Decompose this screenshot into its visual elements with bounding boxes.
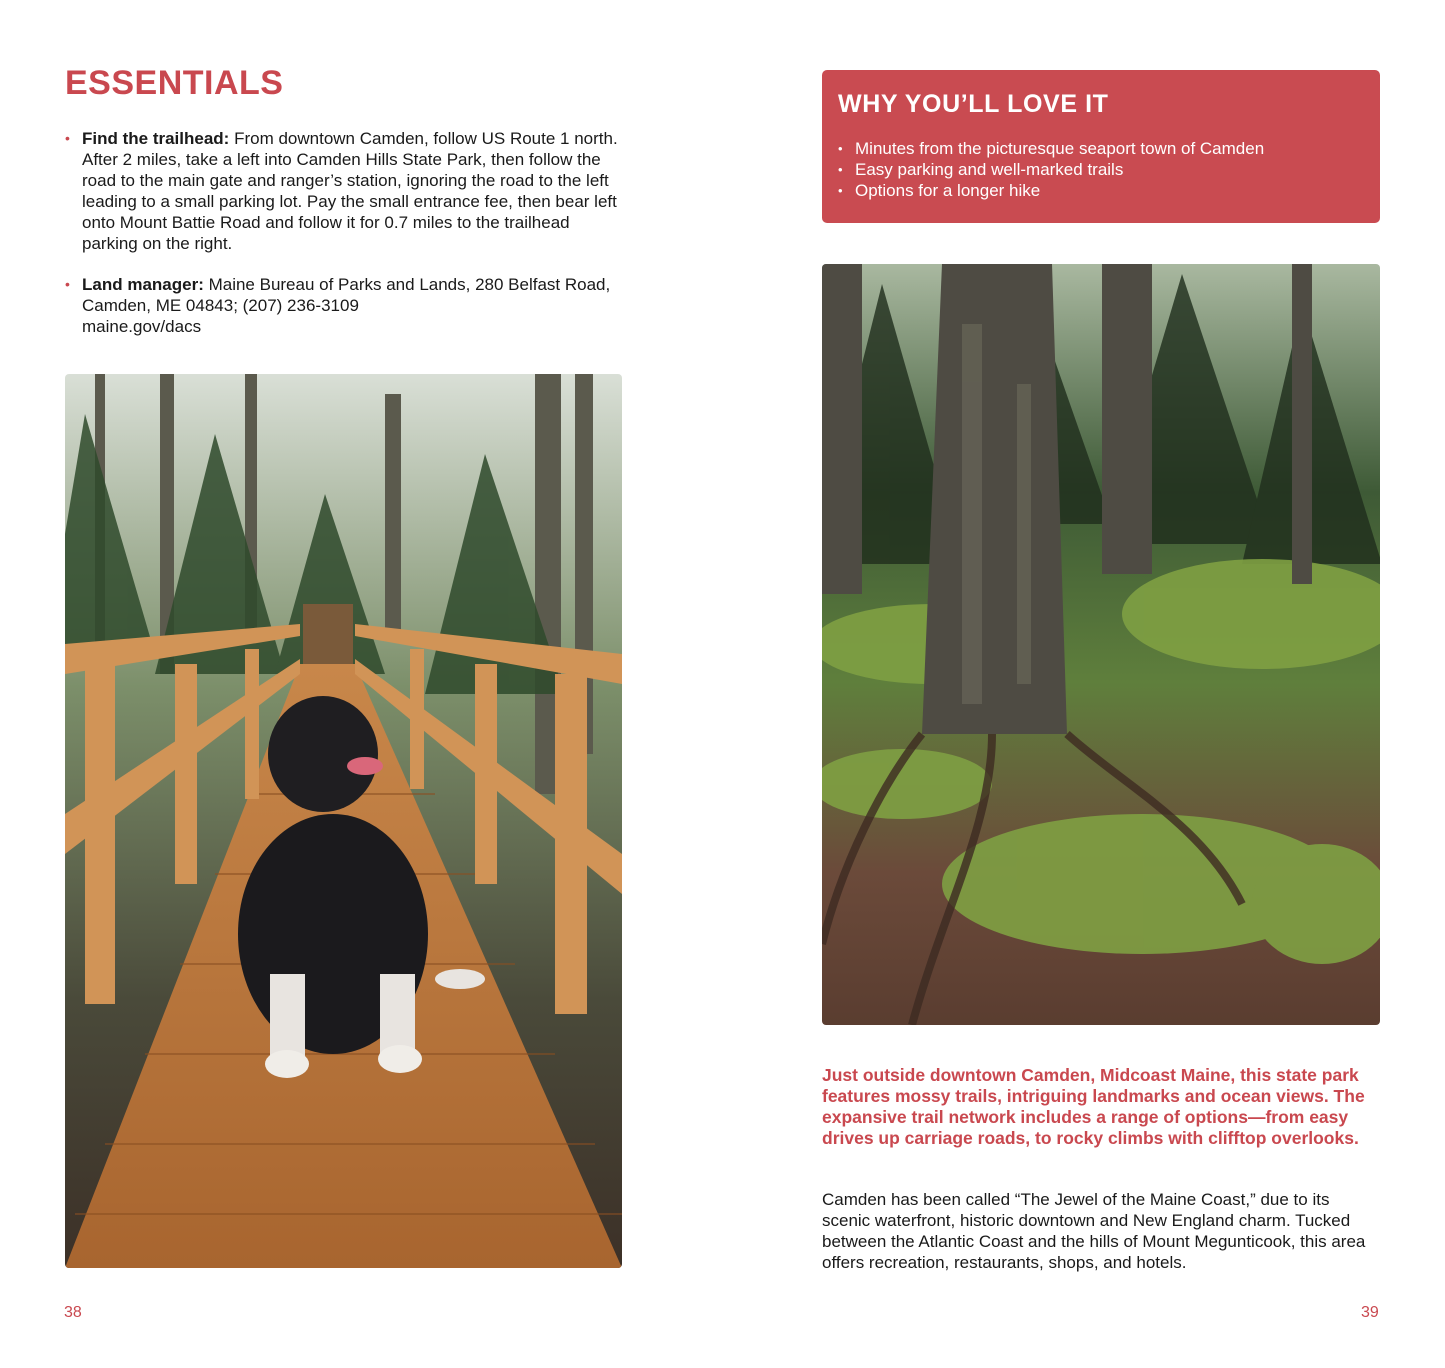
intro-paragraph: Just outside downtown Camden, Midcoast Maine, this state park features mossy trails, intriguing landmarks and ocean views. The expansive trail network includes a range of options—from easy drives up carriage roads, to rocky climbs with clifftop overlooks. <box>822 1065 1365 1148</box>
bullet-icon: • <box>838 141 843 156</box>
page-number-left: 38 <box>64 1304 82 1321</box>
essentials-item-text: From downtown Camden, follow US Route 1 north. After 2 miles, take a left into Camden Hills State Park, then follow the road to the main gate and ranger’s station, ignoring the road to the left leading to a small parking lot. Pay the small entrance fee, then bear left onto Mount Battie Road and follow it for 0.7 miles to the trailhead parking on the right. <box>82 129 618 253</box>
essentials-heading: ESSENTIALS <box>65 64 284 102</box>
page-number-right: 39 <box>1361 1304 1379 1321</box>
why-love-item-text: Easy parking and well-marked trails <box>855 160 1124 179</box>
essentials-item-label: Find the trailhead: <box>82 129 230 148</box>
essentials-item-label: Land manager: <box>82 275 204 294</box>
why-love-list <box>838 138 1364 201</box>
body-paragraph: Camden has been called “The Jewel of the Maine Coast,” due to its scenic waterfront, historic downtown and New England charm. Tucked between the Atlantic Coast and the hills of Mount Megunticook, this area offers recreation, restaurants, shops, and hotels. <box>822 1190 1366 1272</box>
essentials-list <box>65 128 625 357</box>
essentials-item-land-manager <box>65 274 625 337</box>
boardwalk-dog-photo <box>65 374 622 1268</box>
why-love-box <box>822 70 1380 223</box>
why-love-item-text: Options for a longer hike <box>855 181 1041 200</box>
why-love-item <box>838 159 1364 180</box>
why-love-item <box>838 138 1364 159</box>
why-love-title: WHY YOU’LL LOVE IT <box>838 90 1109 118</box>
why-love-item-text: Minutes from the picturesque seaport town of Camden <box>855 139 1265 158</box>
land-manager-link[interactable]: maine.gov/dacs <box>82 317 202 336</box>
bullet-icon: • <box>65 276 70 292</box>
why-love-item <box>838 180 1364 201</box>
essentials-item-trailhead <box>65 128 625 254</box>
bullet-icon: • <box>838 162 843 177</box>
mossy-forest-photo <box>822 264 1380 1025</box>
bullet-icon: • <box>838 183 843 198</box>
bullet-icon: • <box>65 130 70 146</box>
boardwalk-dog-illustration <box>65 374 622 1268</box>
essentials-item-text: Maine Bureau of Parks and Lands, 280 Belfast Road, Camden, ME 04843; (207) 236-3109 <box>82 275 611 315</box>
mossy-forest-illustration <box>822 264 1380 1025</box>
